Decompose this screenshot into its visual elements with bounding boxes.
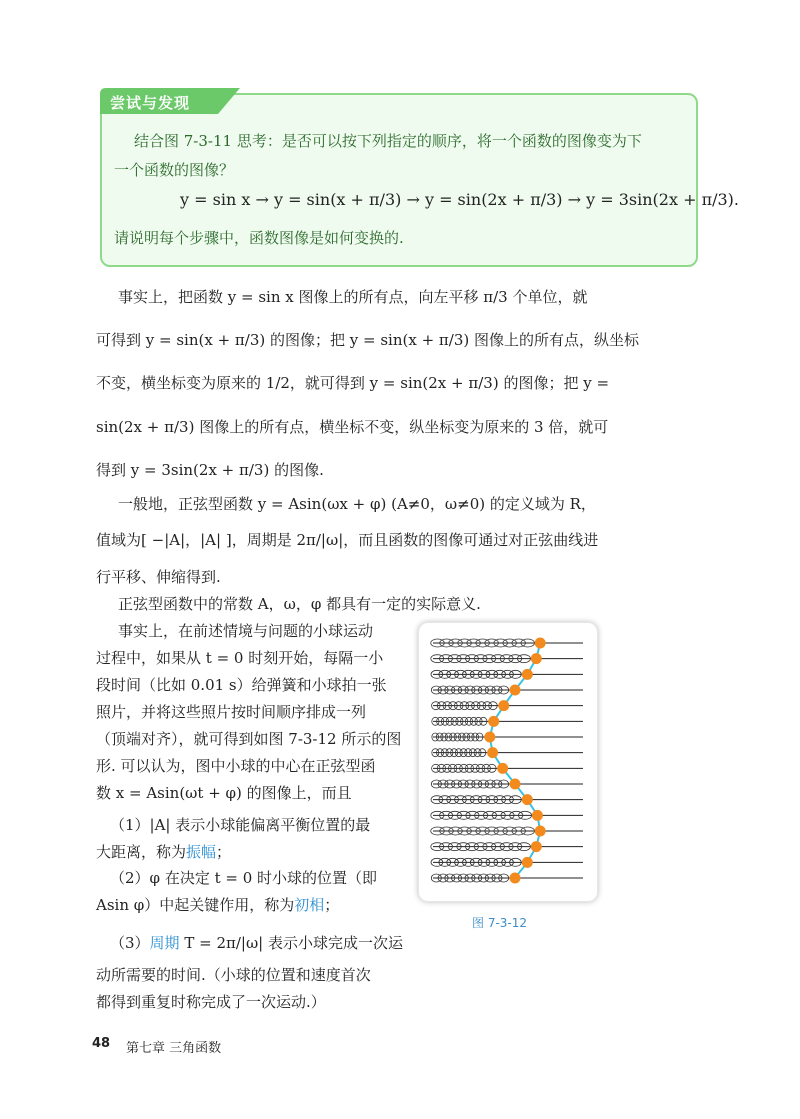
body-line-3: 不变，横坐标变为原来的 1/2，就可得到 y = sin(2x + π/3) 的图像；把 y =	[96, 374, 610, 392]
ball	[498, 700, 509, 711]
figure-caption: 图 7-3-12	[472, 916, 528, 930]
ball	[488, 716, 499, 727]
body-line-8: 行平移、伸缩得到.	[96, 568, 221, 586]
col-line-6: 形. 可以认为，图中小球的中心在正弦型函	[96, 757, 376, 775]
ball	[535, 638, 546, 649]
col-line-1: 事实上，在前述情境与问题的小球运动	[118, 622, 374, 640]
ball	[510, 779, 521, 790]
ball	[522, 669, 533, 680]
body-line-6: 一般地，正弦型函数 y = Asin(ωx + φ) (A≠0，ω≠0) 的定义域为 R，	[118, 495, 596, 513]
box-line-2: 一个函数的图像？	[114, 161, 235, 179]
term-period: 周期	[149, 934, 180, 952]
chapter-title: 第七章 三角函数	[126, 1041, 222, 1056]
col-line-3: 段时间（比如 0.01 s）给弹簧和小球拍一张	[96, 676, 387, 694]
ball	[484, 732, 495, 743]
col-line-2: 过程中，如果从 t = 0 时刻开始，每隔一小	[96, 649, 384, 667]
ball	[531, 653, 542, 664]
box-formula: y = sin x → y = sin(x + π/3) → y = sin(2x + π/3) → y = 3sin(2x + π/3).	[180, 190, 739, 209]
item-3-line-c: 都得到重复时称完成了一次运动.）	[96, 993, 326, 1011]
spring-photos-figure	[419, 623, 597, 901]
body-line-2: 可得到 y = sin(x + π/3) 的图像；把 y = sin(x + π/3) 图像上的所有点，纵坐标	[96, 331, 639, 349]
term-amplitude: 振幅	[186, 843, 217, 861]
body-line-9: 正弦型函数中的常数 A，ω，φ 都具有一定的实际意义.	[118, 595, 481, 613]
item-1-line-a: （1）|A| 表示小球能偏离平衡位置的最	[110, 816, 371, 834]
ball	[487, 747, 498, 758]
box-line-1: 结合图 7-3-11 思考：是否可以按下列指定的顺序，将一个函数的图像变为下	[134, 132, 642, 150]
col-line-7: 数 x = Asin(ωt + φ) 的图像上，而且	[96, 784, 352, 802]
body-line-4: sin(2x + π/3) 图像上的所有点，横坐标不变，纵坐标变为原来的 3 倍，就可	[96, 418, 609, 436]
box-line-3: 请说明每个步骤中，函数图像是如何变换的.	[114, 229, 404, 247]
ball	[522, 794, 533, 805]
ball	[510, 873, 521, 884]
ball	[497, 763, 508, 774]
item-1-line-b: 大距离，称为振幅；	[96, 843, 232, 861]
term-initial-phase: 初相	[294, 896, 325, 914]
ball	[522, 857, 533, 868]
item-2-line-b: Asin φ）中起关键作用，称为初相；	[96, 896, 340, 914]
item-2-line-a: （2）φ 在决定 t = 0 时小球的位置（即	[110, 869, 378, 887]
body-line-7: 值域为[ −|A|，|A| ]，周期是 2π/|ω|，而且函数的图像可通过对正弦曲线进	[96, 531, 599, 549]
ball	[531, 841, 542, 852]
ball	[532, 810, 543, 821]
figure-7-3-12	[418, 622, 598, 902]
col-line-4: 照片，并将这些照片按时间顺序排成一列	[96, 703, 367, 721]
ball	[510, 685, 521, 696]
body-line-1: 事实上，把函数 y = sin x 图像上的所有点，向左平移 π/3 个单位，就	[118, 288, 588, 306]
page-number: 48	[92, 1036, 111, 1051]
body-line-5: 得到 y = 3sin(2x + π/3) 的图像.	[96, 461, 324, 479]
col-line-5: （顶端对齐），就可得到如图 7-3-12 所示的图	[96, 730, 402, 748]
item-3-line-b: 动所需要的时间.（小球的位置和速度首次	[96, 966, 371, 984]
section-tab-label: 尝试与发现	[110, 94, 191, 112]
ball	[535, 826, 546, 837]
item-3-line-a: （3）周期 T = 2π/|ω| 表示小球完成一次运	[110, 934, 404, 952]
